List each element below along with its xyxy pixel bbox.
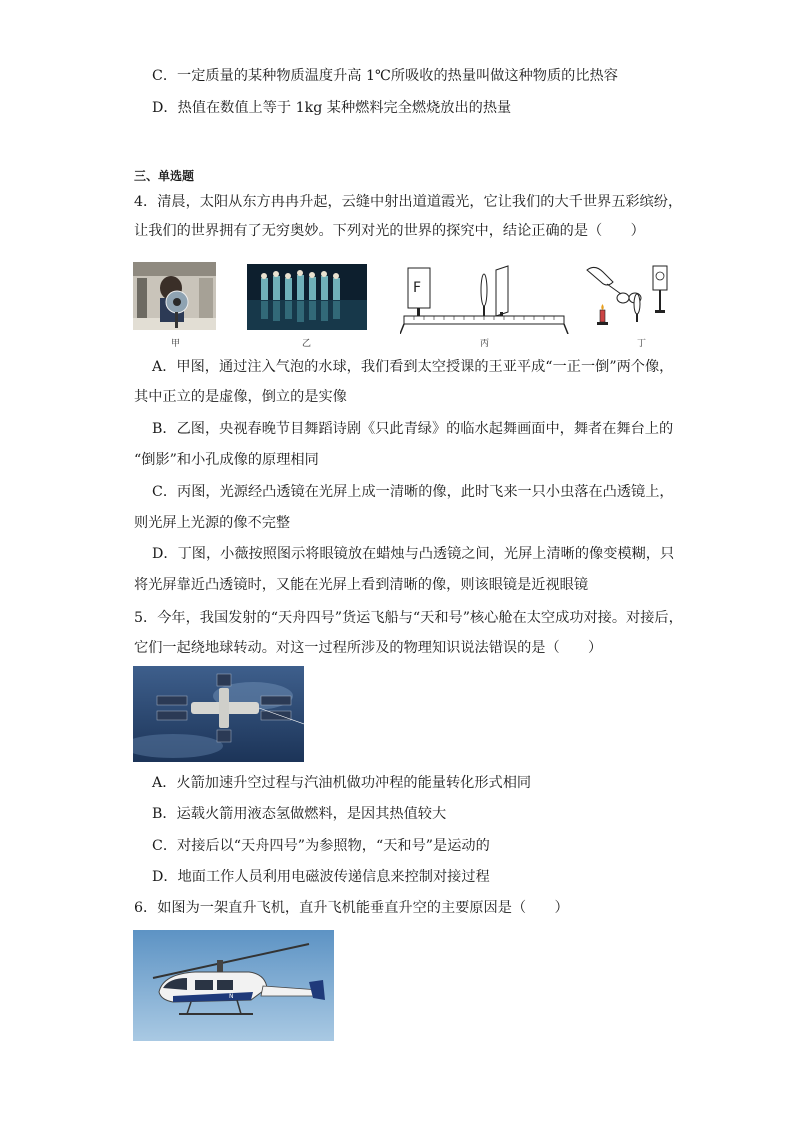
figure-space-station <box>133 666 304 762</box>
q5-option-a: A．火箭加速升空过程与汽油机做功冲程的能量转化形式相同 <box>152 775 532 791</box>
q5-stem-line1: 5．今年，我国发射的“天舟四号”货运飞船与“天和号”核心舱在太空成功对接。对接后， <box>134 610 683 626</box>
fig3-label-f: F <box>413 280 422 296</box>
q3-option-c: C．一定质量的某种物质温度升高 1℃所吸收的热量叫做这种物质的比热容 <box>152 68 618 84</box>
q4-option-c-1: C．丙图，光源经凸透镜在光屏上成一清晰的像，此时飞来一只小虫落在凸透镜上， <box>152 484 674 500</box>
q6-stem-line1: 6．如图为一架直升飞机，直升飞机能垂直升空的主要原因是（ ） <box>134 900 569 916</box>
q3-option-d: D．热值在数值上等于 1kg 某种燃料完全燃烧放出的热量 <box>152 100 512 116</box>
q4-option-a-2: 其中正立的是虚像，倒立的是实像 <box>134 389 347 405</box>
caption-bing: 丙 <box>480 339 490 349</box>
figure-helicopter <box>133 930 334 1041</box>
q4-option-b-2: “倒影”和小孔成像的原理相同 <box>134 452 319 468</box>
section-heading: 三、单选题 <box>134 169 195 183</box>
figure-bing-optical-bench <box>400 262 570 334</box>
q5-stem-line2: 它们一起绕地球转动。对这一过程所涉及的物理知识说法错误的是（ ） <box>134 640 603 656</box>
q4-stem-line2: 让我们的世界拥有了无穷奥妙。下列对光的世界的探究中，结论正确的是（ ） <box>134 223 645 239</box>
q4-stem-line1: 4．清晨，太阳从东方冉冉升起，云缝中射出道道霞光，它让我们的大千世界五彩缤纷， <box>134 194 683 210</box>
svg-text:N: N <box>229 993 234 1000</box>
figure-jia-astronaut <box>133 262 216 330</box>
q4-option-d-1: D．丁图，小薇按照图示将眼镜放在蜡烛与凸透镜之间，光屏上清晰的像变模糊，只 <box>152 546 675 562</box>
q5-option-d: D．地面工作人员利用电磁波传递信息来控制对接过程 <box>152 869 490 885</box>
figure-yi-dance <box>247 264 367 330</box>
caption-yi: 乙 <box>302 339 312 349</box>
figure-ding-glasses <box>577 260 677 330</box>
q4-option-d-2: 将光屏靠近凸透镜时，又能在光屏上看到清晰的像，则该眼镜是近视眼镜 <box>134 577 589 593</box>
q5-option-c: C．对接后以“天舟四号”为参照物，“天和号”是运动的 <box>152 838 490 854</box>
q4-option-c-2: 则光屏上光源的像不完整 <box>134 515 291 531</box>
caption-jia: 甲 <box>171 339 181 349</box>
q5-option-b: B．运载火箭用液态氢做燃料，是因其热值较大 <box>152 806 447 822</box>
caption-ding: 丁 <box>637 339 647 349</box>
q4-option-b-1: B．乙图，央视春晚节目舞蹈诗剧《只此青绿》的临水起舞画面中，舞者在舞台上的 <box>152 421 674 437</box>
q4-option-a-1: A．甲图，通过注入气泡的水球，我们看到太空授课的王亚平成“一正一倒”两个像， <box>152 359 674 375</box>
